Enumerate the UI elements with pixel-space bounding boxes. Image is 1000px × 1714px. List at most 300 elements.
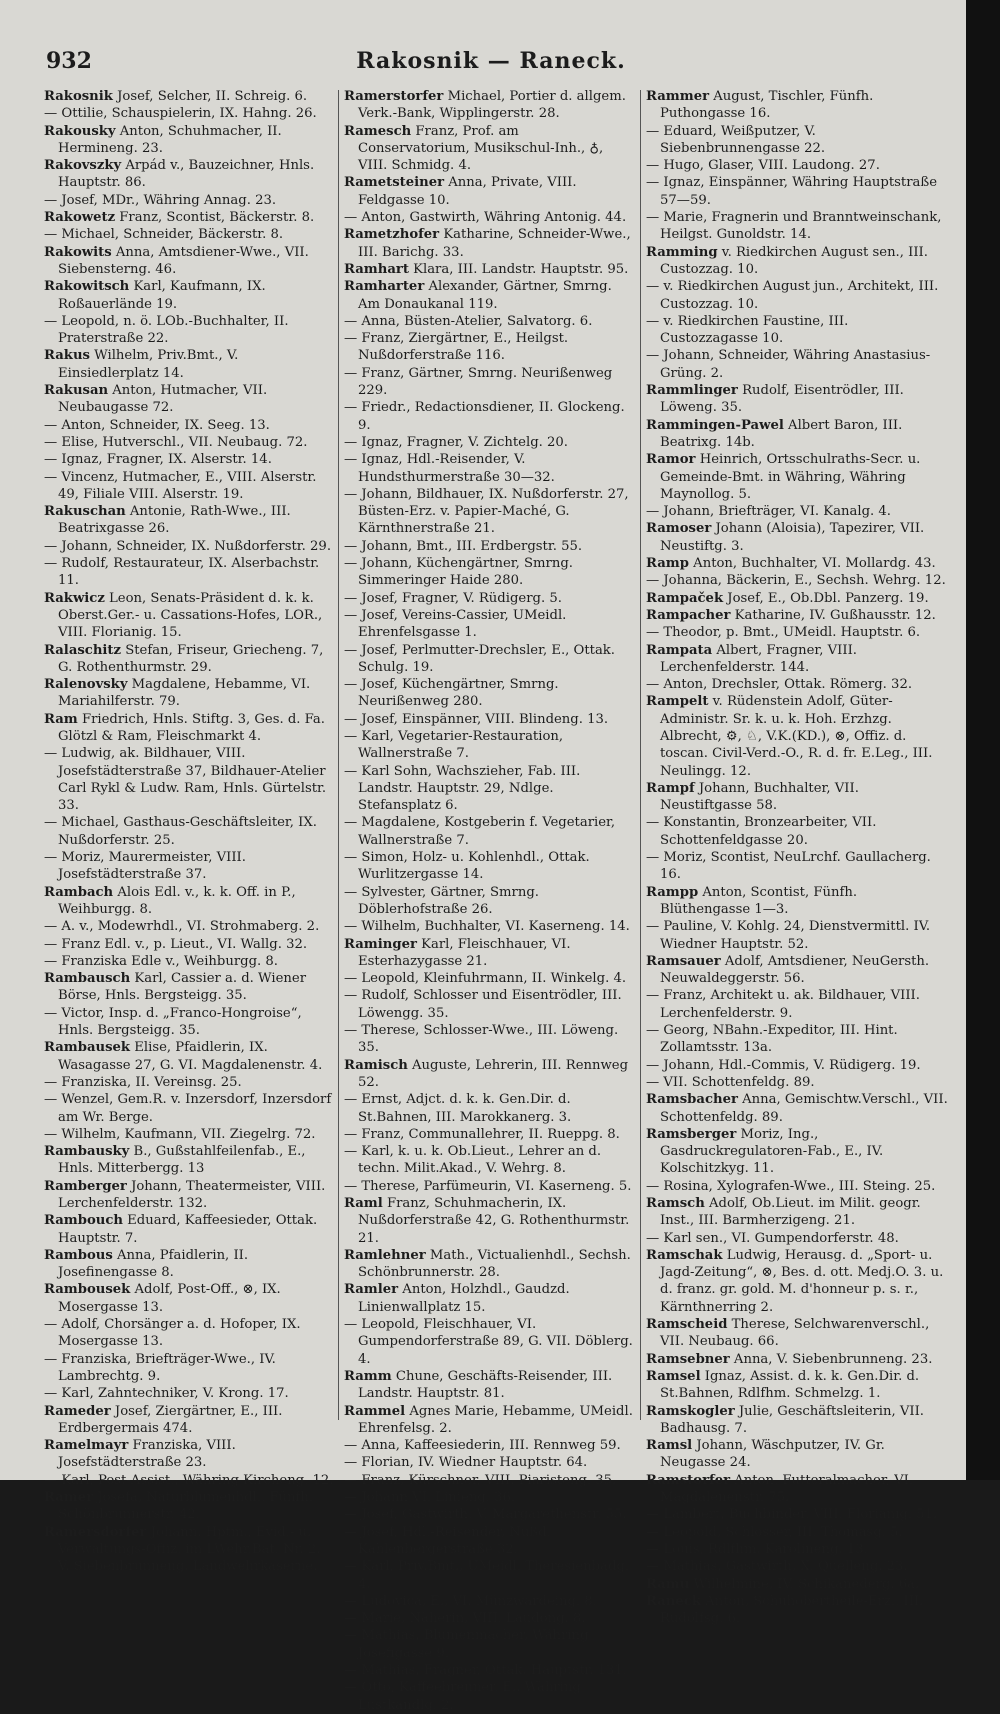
directory-entry [44, 503, 334, 538]
entry-details: — Ignaz, Einspänner, Währing Hauptstraße 57—59. [646, 175, 938, 208]
directory-entry [646, 347, 950, 382]
directory-entry [44, 1351, 334, 1386]
entry-details: — Johann, Küchengärtner, Smrng. Simmeringer Haide 280. [344, 556, 573, 589]
directory-entry [344, 1178, 634, 1195]
directory-entry [344, 1368, 634, 1403]
directory-entry [44, 278, 334, 313]
directory-entry [646, 244, 950, 279]
entry-details: — Josef, Küchengärtner, Smrng. Neurißenweg 280. [344, 677, 559, 710]
entry-details: Anton, Schuhmacher, II. Hermineng. 23. [58, 123, 282, 156]
directory-entry [344, 918, 634, 935]
entry-details: Auguste, Lehrerin, III. Rennweg 52. [358, 1057, 629, 1090]
entry-details: — Karl, Vegetarier-Restauration, Wallnerstraße 7. [344, 728, 564, 762]
entry-details: — Hugo, Glaser, VIII. Laudong. 27. [646, 158, 880, 174]
entry-surname: Rakus [44, 348, 90, 364]
directory-entry [646, 607, 950, 624]
entry-details: — Franz, Kürschner, VIII. Piaristeng. 35. [344, 1472, 617, 1488]
entry-surname: Rambous [44, 1247, 113, 1263]
entry-details: — Mathias, Fragner, Ottak. Hauptstr. 131. [344, 1663, 627, 1679]
entry-details: Rudolf, Eisentrödler, III. Löweng. 35. [660, 383, 904, 416]
entry-details: Josef, E., Ob.Dbl. Panzerg. 19. [723, 590, 929, 606]
directory-entry [44, 1074, 334, 1091]
directory-entry [646, 590, 950, 607]
directory-entry [44, 711, 334, 746]
entry-details: — Ignaz, Fragner, IX. Alserstr. 14. [44, 452, 272, 468]
entry-surname: Raml [344, 1196, 383, 1211]
directory-entry [44, 953, 334, 970]
entry-surname: Ramisch [344, 1057, 408, 1073]
entry-details: — Leopold, Fleischhauer, VI. Gumpendorferstraße 89, G. VII. Döblerg. 4. [344, 1317, 633, 1367]
directory-entry [646, 780, 950, 815]
directory-entry [344, 1593, 634, 1610]
entry-surname: Rakuschan [44, 504, 126, 520]
entry-details: — Johann, Schneider, Währing Anastasius-Grüng. 2. [646, 348, 931, 381]
directory-entry [344, 1558, 634, 1593]
directory-entry [44, 1281, 334, 1316]
directory-entry [344, 1472, 634, 1489]
directory-entry [44, 1178, 334, 1213]
entry-surname: Ramler [344, 1282, 399, 1298]
entry-surname: Raminger [344, 936, 417, 952]
entry-details: — Wilhelm, Buchhalter, VI. Kaserneng. 14. [344, 919, 630, 935]
directory-entry [44, 123, 334, 158]
entry-details: — Magdalene, Kostgeberin f. Vegetarier, Wallnerstraße 7. [344, 815, 616, 848]
directory-entry [344, 330, 634, 365]
entry-details: Josef, Ziergärtner, E., III. Erdbergermais 474. [58, 1403, 283, 1436]
entry-surname: Rakousky [44, 123, 116, 139]
entry-details: Katharine, Schneider-Wwe., III. Barichg. 33. [358, 227, 631, 260]
entry-surname: Ramoser [646, 521, 712, 537]
directory-entry [44, 1212, 334, 1247]
entry-surname: Ramschak [646, 1247, 723, 1263]
directory-entry [646, 520, 950, 555]
directory-entry [646, 1074, 950, 1091]
entry-details: — Josef, Perlmutter-Drechsler, E., Ottak. Schulg. 19. [344, 642, 615, 675]
entry-details: — Moriz, Maurermeister, VIII. Josefstädterstraße 37. [44, 850, 246, 883]
entry-details: — Johann VI. Linieng. 36. [344, 1490, 516, 1506]
directory-entry [344, 1506, 634, 1523]
entry-details: — Marie, Fragnerin und Branntweinschank, Heilgst. Gunoldstr. 14. [646, 210, 942, 243]
running-title: Rakosnik — Raneck. [356, 48, 626, 74]
entry-details: — Franz Edl. v., p. Lieut., VI. Wallg. 32. [44, 936, 308, 952]
directory-entry [44, 1143, 334, 1178]
entry-details: — Michael, Gasthaus-Geschäftsleiter, IX. Nußdorferstr. 25. [44, 815, 317, 848]
entry-details: — Johanna, Bäckerin, E., Sechsh. Wehrg. 12. [646, 573, 946, 589]
entry-surname: Ramer [44, 1490, 94, 1506]
entry-surname: Rakovszky [44, 158, 122, 174]
entry-details: Anton, Scontist, Fünfh. Blüthengasse 1—3. [660, 884, 858, 917]
entry-surname: Rampp [646, 884, 699, 900]
entry-surname: Ramskogler [646, 1403, 735, 1419]
directory-entry [344, 1662, 634, 1679]
directory-entry [344, 174, 634, 209]
entry-details: Alexander, Gärtner, Smrng. Am Donaukanal 119. [358, 279, 612, 312]
directory-entry [646, 1022, 950, 1057]
entry-surname: Ram [44, 711, 78, 727]
entry-details: v. Riedkirchen August sen., III. Custozzag. 10. [660, 244, 928, 277]
directory-entry [44, 538, 334, 555]
directory-entry [646, 1316, 950, 1351]
entry-surname: Rambouch [44, 1213, 123, 1229]
entry-details: — Marie, Näherin, VIII. Laudong. 8. [344, 1611, 586, 1627]
column-divider [338, 90, 339, 1420]
entry-details: — Victor, Insp. d. „Franco-Hongroise“, Hnls. Bergsteigg. 35. [44, 1005, 302, 1039]
entry-details: Franz, Prof. am Conservatorium, Musikschul-Inh., ♁, VIII. Schmidg. 4. [358, 123, 604, 174]
entry-details: Franz, Scontist, Bäckerstr. 8. [115, 210, 315, 226]
entry-surname: Rakwicz [44, 590, 105, 606]
entry-details: — Lambert, Buchbinder, VIII. Florianig. 51. [646, 1507, 938, 1523]
directory-entry [646, 884, 950, 919]
entry-details: — Anton, Schneider, IX. Seeg. 13. [44, 417, 270, 433]
entry-details: Josef, Selcher, II. Schreig. 6. [112, 89, 308, 104]
entry-surname: Raneck [646, 1593, 701, 1609]
entry-surname: Ramsberger [646, 1126, 737, 1142]
directory-entry [646, 676, 950, 693]
entry-details: Moriz, Ing., Gasdruckregulatoren-Fab., E., IV. Kolschitzkyg. 11. [660, 1126, 884, 1177]
directory-entry [344, 970, 634, 987]
entry-details: — Anton, Drechsler, Ottak. Römerg. 32. [646, 677, 913, 693]
entry-details: Arpád v., Bauzeichner, Hnls. Hauptstr. 86. [58, 158, 315, 191]
directory-entry [646, 1126, 950, 1178]
entry-details: — Friedr., Redactionsdiener, II. Glockeng. 9. [344, 400, 625, 433]
directory-entry [44, 451, 334, 468]
directory-entry [646, 503, 950, 520]
entry-details: — Rosina, Xylografen-Wwe., III. Steing. 25. [646, 1178, 936, 1194]
directory-entry [344, 365, 634, 400]
page-number: 932 [46, 48, 92, 74]
entry-surname: Ramu [646, 1576, 690, 1592]
directory-entry [646, 1057, 950, 1074]
entry-details: — Ottilie, Schauspielerin, IX. Hahng. 26. [44, 106, 317, 122]
entry-details: Anna, Pfaidlerin, II. Josefinengasse 8. [58, 1247, 249, 1281]
entry-details: Therese, Selchwarenverschl., VII. Neubaug. 66. [660, 1317, 930, 1350]
entry-details: — Karl, Post-Assist., Währing Kircheng. 12. [44, 1472, 334, 1488]
entry-details: Karl, Fleischhauer, VI. Esterhazygasse 21. [358, 936, 571, 969]
directory-entry [344, 849, 634, 884]
directory-entry [344, 1126, 634, 1143]
entry-surname: Ramersdorfer [44, 1524, 147, 1540]
entry-details: Ludwig, Herausg. d. „Sport- u. Jagd-Zeitung“, ⊗, Bes. d. ott. Medj.O. 3. u. d. franz. gr. gold. M. d'honneur p. s. r., Kärnthnerring 2. [660, 1247, 944, 1315]
entry-details: Stefan, Friseur, Griecheng. 7, G. Rothenthurmstr. 29. [58, 642, 324, 675]
directory-entry [44, 1039, 334, 1074]
entry-details: — Elise, Hutverschl., VII. Neubaug. 72. [44, 434, 308, 450]
entry-details: — A. v., Modewrhdl., VI. Strohmaberg. 2. [44, 919, 320, 935]
directory-entry [344, 1627, 634, 1662]
entry-details: — Rudolf, Restaurateur, IX. Alserbachstr. 11. [44, 556, 320, 589]
entry-details: — Johann, Hdl.-Commis, V. Rüdigerg. 19. [646, 1057, 921, 1073]
entry-details: — Sylvester, Gärtner, Smrng. Döblerhofstraße 26. [344, 884, 539, 917]
directory-entry [344, 676, 634, 711]
entry-surname: Rampaček [646, 590, 724, 606]
entry-details: — Franziska, Briefträger-Wwe., IV. Lambrechtg. 9. [44, 1351, 276, 1384]
directory-entry [646, 278, 950, 313]
directory-entry [44, 1472, 334, 1489]
entry-details: Franziska, VIII. Josefstädterstraße 23. [58, 1438, 236, 1471]
directory-entry [344, 1489, 634, 1506]
directory-entry [344, 261, 634, 278]
directory-entry [44, 469, 334, 504]
directory-entry [646, 313, 950, 348]
entry-details: Johann, Theatermeister, VIII. Lerchenfelderstr. 132. [58, 1178, 326, 1211]
directory-entry [344, 313, 634, 330]
directory-entry [344, 1091, 634, 1126]
directory-entry [44, 1403, 334, 1438]
entry-details: Anna, Amtsdiener-Wwe., VII. Siebensterng. 46. [58, 244, 309, 277]
entry-surname: Ramstorfer [646, 1472, 731, 1488]
directory-entry [646, 953, 950, 988]
entry-surname: Rampata [646, 642, 713, 658]
entry-surname: Ramsbacher [646, 1092, 738, 1108]
entry-details: — Franziska Edle v., Weihburgg. 8. [44, 953, 278, 969]
directory-entry [344, 814, 634, 849]
directory-entry [646, 1558, 950, 1575]
column-1 [44, 88, 334, 1575]
entry-details: — Josef, Gastwirth, V. Margarethenstr. 55. [344, 1507, 627, 1523]
entry-details: — Pauline, V. Kohlg. 24, Dienstvermittl. IV. Wiedner Hauptstr. 52. [646, 919, 931, 952]
entry-details: — Franz, Communallehrer, II. Rueppg. 8. [344, 1126, 620, 1142]
entry-details: — Josef, Hdl.-Reisender, Nußd. Kahlenbergerstraße 32. [344, 1524, 551, 1557]
entry-details: — Therese, Schlosser-Wwe., III. Löweng. 35. [344, 1023, 619, 1056]
entry-details: — Otto, Kaffeebrenner, E., Währing Lustkandlg. 2. [344, 1680, 581, 1713]
entry-details: — Adolf, Chorsänger a. d. Hofoper, IX. Mosergasse 13. [44, 1317, 301, 1350]
directory-entry [646, 1524, 950, 1541]
entry-details: Adolf, Amtsdiener, NeuGersth. Neuwaldeggerstr. 56. [660, 953, 930, 987]
directory-entry [646, 1506, 950, 1523]
directory-entry [646, 693, 950, 779]
entry-surname: Ramelmayr [44, 1438, 129, 1454]
entry-details: Albert Baron, III. Beatrixg. 14b. [660, 417, 903, 450]
directory-entry [44, 434, 334, 451]
entry-details: — VII. Schottenfeldg. 89. [646, 1074, 815, 1090]
directory-entry [646, 1593, 950, 1628]
directory-entry [646, 624, 950, 641]
entry-surname: Ramlehner [344, 1247, 426, 1263]
directory-entry [44, 1005, 334, 1040]
directory-entry [646, 209, 950, 244]
entry-surname: Rammingen-Pawel [646, 417, 784, 433]
directory-entry [646, 1091, 950, 1126]
directory-entry [344, 226, 634, 261]
entry-surname: Ramsl [646, 1438, 693, 1454]
entry-surname: Rammer [646, 89, 710, 104]
entry-details: Albert, Fragner, VIII. Lerchenfelderstr. 144. [660, 642, 857, 675]
entry-details: Johann, Wäschputzer, IV. Gr. Neugasse 24. [660, 1438, 885, 1471]
directory-entry [44, 1316, 334, 1351]
entry-surname: Ralaschitz [44, 642, 121, 658]
directory-entry [646, 642, 950, 677]
directory-entry [44, 814, 334, 849]
directory-entry [44, 157, 334, 192]
directory-entry [646, 1351, 950, 1368]
directory-entry [344, 1437, 634, 1454]
entry-details: Anton, Futteralmacher, VI. Magdalenenstr. 75. [660, 1472, 914, 1506]
entry-details: Anton, Schuhobertheile-Erz., III. Rudolfsg. 6. [660, 1593, 924, 1627]
entry-details: — Leopold, Kleinfuhrmann, II. Winkelg. 4. [344, 971, 627, 987]
directory-entry [646, 849, 950, 884]
entry-details: Karl, Cassier a. d. Wiener Börse, Hnls. Bergsteigg. 35. [58, 971, 307, 1004]
directory-entry [646, 174, 950, 209]
entry-details: Adolf, Post-Off., ⊗, IX. Mosergasse 13. [58, 1282, 281, 1315]
entry-details: — Franz, Gärtner, Smrng. Neurißenweg 229. [344, 365, 613, 399]
entry-surname: Ramscheid [646, 1317, 728, 1333]
directory-entry [344, 1247, 634, 1282]
directory-entry [344, 538, 634, 555]
entry-details: — Ignaz, Hdl.-Reisender, V. Hundsthurmerstraße 30—32. [344, 452, 555, 485]
directory-entry [646, 1576, 950, 1593]
entry-details: — Franziska, II. Vereinsg. 25. [44, 1074, 242, 1090]
entry-details: Anna, V. Siebenbrunneng. 23. [729, 1351, 933, 1367]
directory-entry [344, 278, 634, 313]
directory-entry [646, 1247, 950, 1316]
directory-entry [344, 1403, 634, 1438]
entry-details: — Michael, Schneider, Bäckerstr. 8. [44, 227, 284, 243]
directory-entry [344, 486, 634, 538]
entry-surname: Ramor [646, 452, 696, 468]
directory-entry [44, 970, 334, 1005]
entry-details: Math., Victualienhdl., Sechsh. Schönbrunnerstr. 28. [358, 1247, 631, 1281]
entry-details: B., Gußstahlfeilenfab., E., Hnls. Mitterbergg. 13 [58, 1144, 306, 1177]
entry-details: Anton, Hutmacher, VII. Neubaugasse 72. [58, 383, 268, 416]
directory-entry [646, 1368, 950, 1403]
entry-details: — v. Riedkirchen Faustine, III. Custozzagasse 10. [646, 313, 849, 347]
entry-details: — Karl, Priv.Bmt., UMeidl. Theresienbadg. 4. [344, 1559, 630, 1592]
entry-surname: Ramberger [44, 1178, 127, 1194]
directory-entry [44, 745, 334, 814]
entry-details: — Therese, Parfümeurin, VI. Kaserneng. 5. [344, 1178, 632, 1194]
entry-details: — Mathias, Gastwirth, X. Quelleng. 23. [646, 1559, 908, 1575]
directory-entry [344, 1610, 634, 1627]
directory-entry [44, 226, 334, 243]
entry-details: Anton, Buchhalter, VI. Mollardg. 43. [688, 556, 936, 572]
directory-entry [646, 572, 950, 589]
entry-surname: Rampelt [646, 694, 709, 710]
entry-details: — Ludwig, ak. Bildhauer, VIII. Josefstädterstraße 37, Bildhauer-Atelier Carl Rykl & Ludw. Ram, Hnls. Gürtelstr. 33. [44, 746, 327, 814]
entry-surname: Rammel [344, 1403, 406, 1419]
directory-entry [646, 1178, 950, 1195]
directory-entry [44, 849, 334, 884]
directory-entry [44, 417, 334, 434]
directory-entry [44, 347, 334, 382]
directory-entry [344, 1143, 634, 1178]
entry-details: — Josef, Vereins-Cassier, UMeidl. Ehrenfelsgasse 1. [344, 607, 567, 641]
directory-entry [646, 1195, 950, 1230]
entry-details: v. Rüdenstein Adolf, Güter-Administr. Sr. k. u. k. Hoh. Erzhzg. Albrecht, ⚙, ♘, V.K.(KD.), ⊗, Offiz. d. toscan. Civil-Verd.-O., R. d. fr. E.Leg., III. Neulingg. 12. [660, 694, 933, 779]
entry-details: — Leopold, n. ö. LOb.-Buchhalter, II. Praterstraße 22. [44, 313, 289, 347]
directory-entry [44, 1091, 334, 1126]
directory-entry [646, 1403, 950, 1438]
directory-entry [44, 590, 334, 642]
entry-details: — Johann, Briefträger, VI. Kanalg. 4. [646, 504, 891, 520]
directory-entry [646, 88, 950, 123]
entry-surname: Ramesch [344, 123, 412, 139]
entry-details: — Anton, Gastwirth, Währing Antonig. 44. [344, 210, 627, 226]
entry-details: — Theodor, p. Bmt., UMeidl. Hauptstr. 6. [646, 625, 921, 641]
entry-details: Julie, Geschäftsleiterin, VII. Badhausg. 7. [660, 1403, 924, 1436]
entry-details: — Karl, k. u. k. Ob.Lieut., Lehrer an d. techn. Milit.Akad., V. Wehrg. 8. [344, 1144, 602, 1177]
entry-details: August, Tischler, Fünfh. Puthongasse 16. [660, 89, 874, 122]
entry-surname: Ramm [344, 1368, 392, 1384]
directory-entry [344, 451, 634, 486]
entry-surname: Ramming [646, 244, 718, 260]
entry-details: Anna, Gemischtw.Verschl., VII. Schottenfeldg. 89. [660, 1092, 948, 1125]
entry-details: Johann (Aloisia), Tapezirer, VII. Neustiftg. 3. [660, 521, 925, 554]
entry-details: Wilhelm, Priv.Bmt., V. Einsiedlerplatz 14. [58, 348, 239, 381]
entry-surname: Rameder [44, 1403, 111, 1419]
entry-details: Chune, Geschäfts-Reisender, III. Landstr. Hauptstr. 81. [358, 1368, 613, 1402]
directory-entry [344, 88, 634, 123]
directory-entry [344, 1316, 634, 1368]
entry-details: — Georg, NBahn.-Expeditor, III. Hint. Zollamtsstr. 13a. [646, 1023, 898, 1056]
directory-entry [44, 105, 334, 122]
entry-details: Heinrich, Ortsschulraths-Secr. u. Gemeinde-Bmt. in Währing, Währing Maynollog. 5. [660, 452, 921, 502]
entry-details: — Louis, Rdlfhm. Karolineng. 13. [646, 1541, 868, 1557]
directory-entry [44, 936, 334, 953]
directory-entry [44, 88, 334, 105]
entry-details: — v. Riedkirchen August jun., Architekt, III. Custozzag. 10. [646, 279, 939, 312]
entry-surname: Rakusan [44, 383, 109, 399]
entry-surname: Ramp [646, 556, 689, 572]
directory-entry [344, 209, 634, 226]
entry-surname: Rampf [646, 780, 695, 796]
column-3 [646, 88, 950, 1627]
entry-details: — Wilhelm, Kaufmann, VII. Ziegelrg. 72. [44, 1126, 316, 1142]
entry-details: — Johann, Bildhauer, IX. Nußdorferstr. 27, Büsten-Erz. v. Papier-Maché, G. Kärnthnerstraße 21. [344, 486, 629, 537]
directory-entry [344, 1281, 634, 1316]
directory-entry [44, 1247, 334, 1282]
directory-entry [44, 244, 334, 279]
directory-entry [646, 1230, 950, 1247]
entry-details: Anna, Private, VIII. Feldgasse 10. [358, 175, 577, 208]
entry-surname: Rametzhofer [344, 227, 440, 243]
entry-surname: Rakowitsch [44, 279, 130, 295]
entry-surname: Rampacher [646, 607, 731, 623]
entry-details: — Franz, Ziergärtner, E., Heilgst. Nußdorferstraße 116. [344, 331, 569, 364]
column-divider [640, 90, 641, 1420]
entry-details: — Mathias, Blumenmacher, Währing Josefigasse 9. [344, 1628, 589, 1661]
entry-details: — Karl Sohn, Wachszieher, Fab. III. Landstr. Hauptstr. 29, Ndlge. Stefansplatz 6. [344, 763, 581, 814]
directory-entry [344, 590, 634, 607]
entry-details: Franz, Schuhmacherin, IX. Nußdorferstraße 42, G. Rothenthurmstr. 21. [358, 1196, 630, 1246]
entry-details: Klara, III. Landstr. Hauptstr. 95. [408, 261, 629, 277]
entry-surname: Ramerstorfer [344, 89, 444, 104]
entry-details: — Anna, Büsten-Atelier, Salvatorg. 6. [344, 313, 593, 329]
directory-entry [44, 884, 334, 919]
entry-surname: Ralenovsky [44, 677, 128, 693]
entry-details: Karl, Kaufmann, IX. Roßauerlände 19. [58, 279, 266, 312]
directory-entry [44, 1126, 334, 1143]
entry-details: — Josef, Fragner, V. Rüdigerg. 5. [344, 590, 562, 606]
entry-details: Johann, Buchhalter, VII. Neustiftgasse 58. [660, 780, 859, 814]
directory-entry [344, 434, 634, 451]
entry-surname: Rakowits [44, 244, 112, 260]
entry-details: Alois Edl. v., k. k. Off. in P., Weihburgg. 8. [58, 884, 296, 917]
entry-details: — Konstantin, Bronzearbeiter, VII. Schottenfeldgasse 20. [646, 815, 877, 848]
directory-entry [344, 1057, 634, 1092]
entry-details: Adolf, Ob.Lieut. im Milit. geogr. Inst., III. Barmherzigeng. 21. [660, 1196, 921, 1229]
entry-details: — Ernst, Adjct. d. k. k. Gen.Dir. d. St.Bahnen, III. Marokkanerg. 3. [344, 1092, 572, 1125]
entry-details: — Anna, Kaffeesiederin, III. Rennweg 59. [344, 1438, 621, 1454]
entry-details: Anton, Holzhdl., Gaudzd. Linienwallplatz 15. [358, 1282, 570, 1315]
entry-details: — Josef, MDr., Währing Annag. 23. [44, 192, 277, 208]
directory-entry [344, 607, 634, 642]
directory-entry [44, 676, 334, 711]
entry-details: — Simon, Holz- u. Kohlenhdl., Ottak. Wurlitzergasse 14. [344, 850, 590, 883]
directory-entry [44, 192, 334, 209]
directory-entry [44, 1524, 334, 1576]
entry-details: — Josef, Einspänner, VIII. Blindeng. 13. [344, 711, 609, 727]
entry-surname: Rambousek [44, 1282, 131, 1298]
directory-entry [344, 555, 634, 590]
